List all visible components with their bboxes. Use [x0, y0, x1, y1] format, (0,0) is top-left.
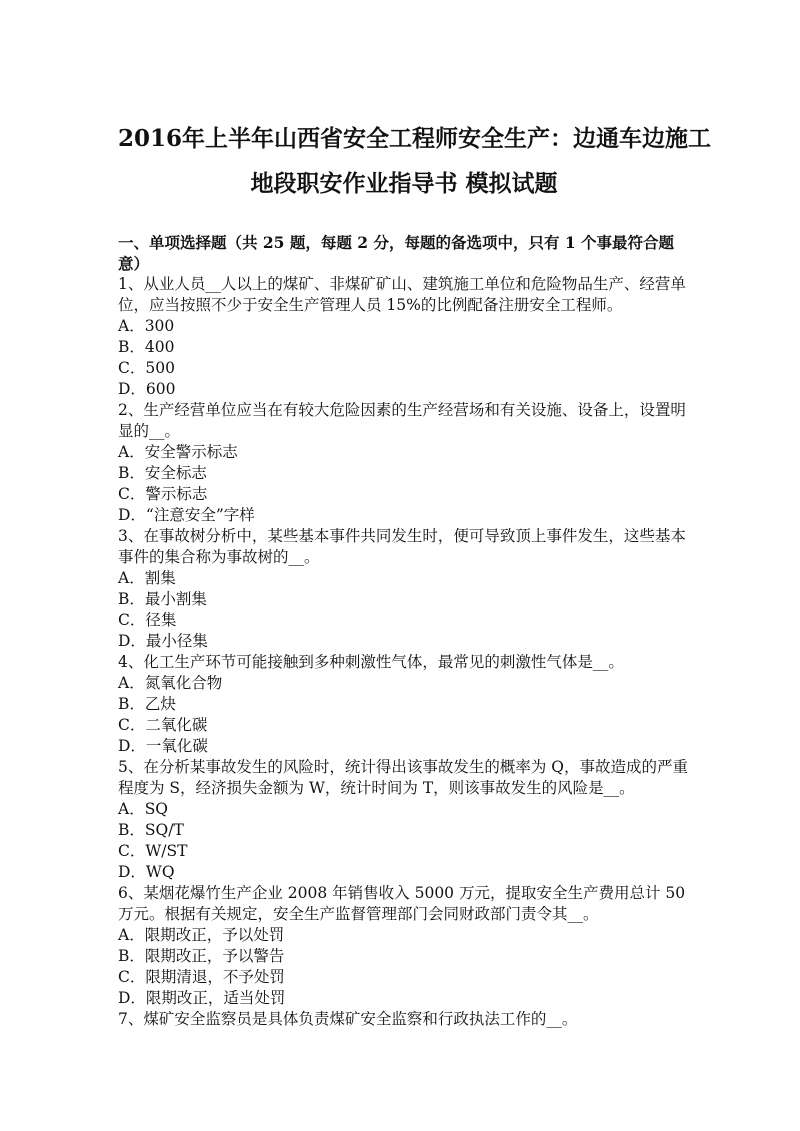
section-heading: 一、单项选择题（共 25 题，每题 2 分，每题的备选项中，只有 1 个事最符合题意）	[118, 233, 675, 273]
question-stem: 7、煤矿安全监察员是具体负责煤矿安全监察和行政执法工作的__。	[118, 1010, 578, 1028]
question-5	[118, 757, 690, 883]
option-d: D．“注意安全”字样	[118, 506, 255, 524]
option-b: B．乙炔	[118, 695, 176, 713]
question-6	[118, 883, 690, 1009]
question-2	[118, 400, 690, 526]
option-c: C．二氧化碳	[118, 716, 208, 734]
title-line-2: 地段职安作业指导书 模拟试题	[250, 170, 558, 197]
question-list	[118, 274, 690, 1030]
title-line-1: 2016年上半年山西省安全工程师安全生产：边通车边施工	[118, 125, 712, 152]
question-3	[118, 526, 690, 652]
option-a: A．氮氧化合物	[118, 674, 223, 692]
question-stem: 1、从业人员__人以上的煤矿、非煤矿矿山、建筑施工单位和危险物品生产、经营单位，应当按照不少于安全生产管理人员 15%的比例配备注册安全工程师。	[118, 275, 686, 314]
question-4	[118, 652, 690, 757]
option-b: B．SQ/T	[118, 821, 184, 839]
option-c: C．限期清退，不予处罚	[118, 968, 285, 986]
option-d: D．600	[118, 380, 176, 398]
question-7	[118, 1009, 690, 1030]
option-a: A．割集	[118, 569, 176, 587]
option-a: A．限期改正，予以处罚	[118, 926, 285, 944]
option-b: B．安全标志	[118, 464, 207, 482]
option-a: A．安全警示标志	[118, 443, 238, 461]
option-c: C．W/ST	[118, 842, 188, 860]
question-stem: 3、在事故树分析中，某些基本事件共同发生时，便可导致顶上事件发生，这些基本事件的集合称为事故树的__。	[118, 527, 686, 566]
option-b: B．限期改正，予以警告	[118, 947, 285, 965]
question-stem: 2、生产经营单位应当在有较大危险因素的生产经营场和有关设施、设备上，设置明显的__。	[118, 401, 686, 440]
option-b: B．400	[118, 338, 175, 356]
option-d: D．最小径集	[118, 632, 208, 650]
option-c: C．500	[118, 359, 175, 377]
question-stem: 4、化工生产环节可能接触到多种刺激性气体，最常见的刺激性气体是__。	[118, 653, 624, 671]
option-d: D．限期改正，适当处罚	[118, 989, 286, 1007]
question-1	[118, 274, 690, 400]
option-b: B．最小割集	[118, 590, 207, 608]
option-d: D．一氧化碳	[118, 737, 208, 755]
document-title	[118, 118, 712, 205]
option-d: D．WQ	[118, 863, 175, 881]
option-c: C．径集	[118, 611, 177, 629]
option-c: C．警示标志	[118, 485, 208, 503]
question-stem: 6、某烟花爆竹生产企业 2008 年销售收入 5000 万元，提取安全生产费用总计 50 万元。根据有关规定，安全生产监督管理部门会同财政部门责令其__。	[118, 884, 686, 923]
option-a: A．SQ	[118, 800, 169, 818]
question-stem: 5、在分析某事故发生的风险时，统计得出该事故发生的概率为 Q，事故造成的严重程度为 S，经济损失金额为 W，统计时间为 T，则该事故发生的风险是__。	[118, 758, 688, 797]
option-a: A．300	[118, 317, 175, 335]
